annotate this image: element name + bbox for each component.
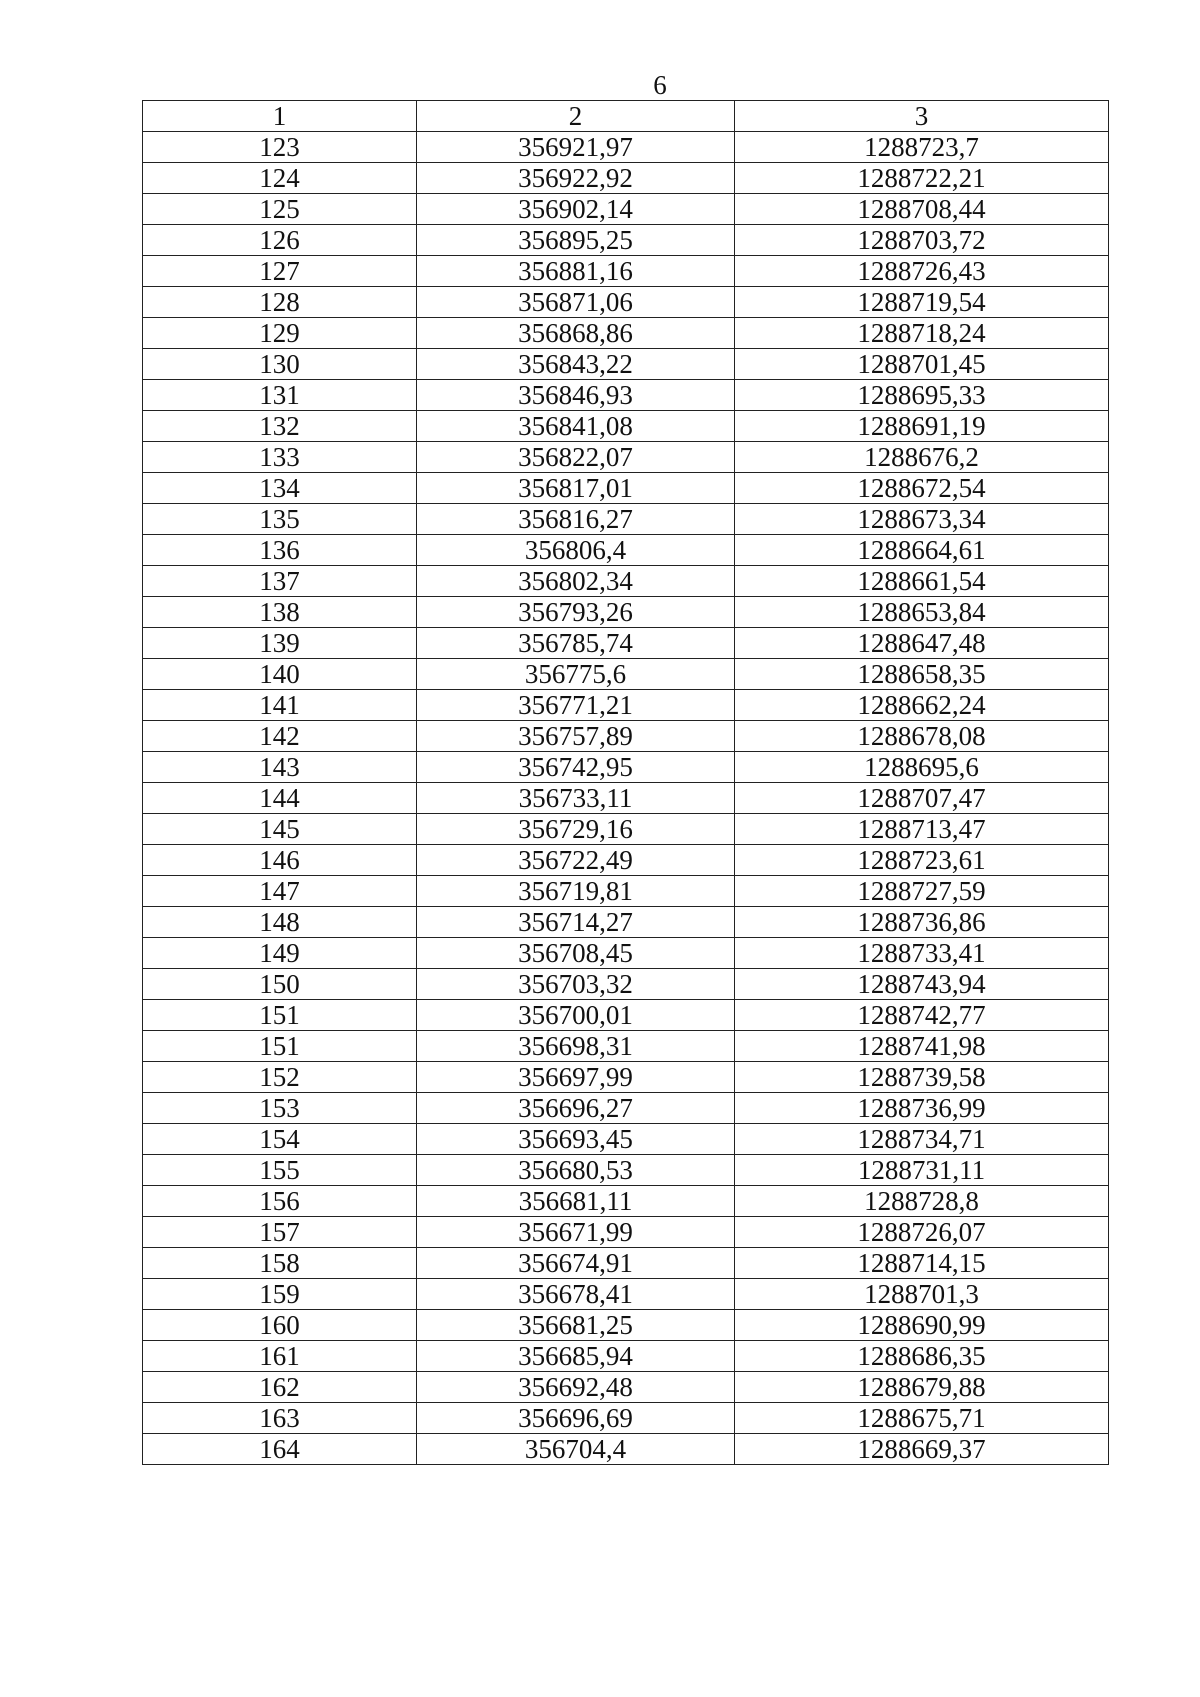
table-row <box>143 1217 1109 1248</box>
y-coordinate-cell: 1288679,88 <box>735 1372 1109 1403</box>
y-coordinate-cell: 1288662,24 <box>735 690 1109 721</box>
table-row <box>143 132 1109 163</box>
point-number-cell: 157 <box>143 1217 417 1248</box>
x-coordinate-cell: 356680,53 <box>417 1155 735 1186</box>
x-coordinate-cell: 356714,27 <box>417 907 735 938</box>
table-row <box>143 349 1109 380</box>
point-number-cell: 160 <box>143 1310 417 1341</box>
x-coordinate-cell: 356742,95 <box>417 752 735 783</box>
table-row <box>143 597 1109 628</box>
table-row <box>143 287 1109 318</box>
y-coordinate-cell: 1288664,61 <box>735 535 1109 566</box>
table-row <box>143 1124 1109 1155</box>
y-coordinate-cell: 1288731,11 <box>735 1155 1109 1186</box>
table-row <box>143 1341 1109 1372</box>
table-row <box>143 1248 1109 1279</box>
table-row <box>143 473 1109 504</box>
y-coordinate-cell: 1288723,7 <box>735 132 1109 163</box>
point-number-cell: 125 <box>143 194 417 225</box>
point-number-cell: 136 <box>143 535 417 566</box>
point-number-cell: 162 <box>143 1372 417 1403</box>
point-number-cell: 139 <box>143 628 417 659</box>
point-number-cell: 127 <box>143 256 417 287</box>
table-row <box>143 163 1109 194</box>
table-body <box>143 132 1109 1465</box>
y-coordinate-cell: 1288676,2 <box>735 442 1109 473</box>
x-coordinate-cell: 356697,99 <box>417 1062 735 1093</box>
x-coordinate-cell: 356902,14 <box>417 194 735 225</box>
point-number-cell: 131 <box>143 380 417 411</box>
x-coordinate-cell: 356729,16 <box>417 814 735 845</box>
point-number-cell: 164 <box>143 1434 417 1465</box>
table-row <box>143 566 1109 597</box>
x-coordinate-cell: 356771,21 <box>417 690 735 721</box>
point-number-cell: 146 <box>143 845 417 876</box>
point-number-cell: 143 <box>143 752 417 783</box>
x-coordinate-cell: 356704,4 <box>417 1434 735 1465</box>
table-row <box>143 969 1109 1000</box>
x-coordinate-cell: 356681,11 <box>417 1186 735 1217</box>
y-coordinate-cell: 1288647,48 <box>735 628 1109 659</box>
table-row <box>143 1279 1109 1310</box>
y-coordinate-cell: 1288686,35 <box>735 1341 1109 1372</box>
table-row <box>143 194 1109 225</box>
y-coordinate-cell: 1288741,98 <box>735 1031 1109 1062</box>
page-number: 6 <box>653 70 667 100</box>
table-header-row <box>143 101 1109 132</box>
table-row <box>143 1186 1109 1217</box>
table-header <box>143 101 1109 132</box>
table-row <box>143 907 1109 938</box>
y-coordinate-cell: 1288678,08 <box>735 721 1109 752</box>
point-number-cell: 147 <box>143 876 417 907</box>
x-coordinate-cell: 356696,27 <box>417 1093 735 1124</box>
y-coordinate-cell: 1288736,99 <box>735 1093 1109 1124</box>
point-number-cell: 159 <box>143 1279 417 1310</box>
x-coordinate-cell: 356698,31 <box>417 1031 735 1062</box>
x-coordinate-cell: 356696,69 <box>417 1403 735 1434</box>
point-number-cell: 129 <box>143 318 417 349</box>
x-coordinate-cell: 356757,89 <box>417 721 735 752</box>
point-number-cell: 145 <box>143 814 417 845</box>
x-coordinate-cell: 356785,74 <box>417 628 735 659</box>
point-number-cell: 135 <box>143 504 417 535</box>
table-row <box>143 1155 1109 1186</box>
table-row <box>143 256 1109 287</box>
header-cell-3: 3 <box>735 101 1109 132</box>
x-coordinate-cell: 356793,26 <box>417 597 735 628</box>
x-coordinate-cell: 356881,16 <box>417 256 735 287</box>
table-row <box>143 1062 1109 1093</box>
table-row <box>143 1031 1109 1062</box>
point-number-cell: 137 <box>143 566 417 597</box>
table-row <box>143 659 1109 690</box>
table-row <box>143 628 1109 659</box>
x-coordinate-cell: 356921,97 <box>417 132 735 163</box>
point-number-cell: 126 <box>143 225 417 256</box>
table-row <box>143 783 1109 814</box>
point-number-cell: 154 <box>143 1124 417 1155</box>
x-coordinate-cell: 356671,99 <box>417 1217 735 1248</box>
x-coordinate-cell: 356871,06 <box>417 287 735 318</box>
point-number-cell: 161 <box>143 1341 417 1372</box>
table-row <box>143 1000 1109 1031</box>
x-coordinate-cell: 356733,11 <box>417 783 735 814</box>
y-coordinate-cell: 1288739,58 <box>735 1062 1109 1093</box>
x-coordinate-cell: 356708,45 <box>417 938 735 969</box>
x-coordinate-cell: 356841,08 <box>417 411 735 442</box>
y-coordinate-cell: 1288701,3 <box>735 1279 1109 1310</box>
x-coordinate-cell: 356700,01 <box>417 1000 735 1031</box>
y-coordinate-cell: 1288728,8 <box>735 1186 1109 1217</box>
table-row <box>143 938 1109 969</box>
x-coordinate-cell: 356775,6 <box>417 659 735 690</box>
x-coordinate-cell: 356681,25 <box>417 1310 735 1341</box>
x-coordinate-cell: 356806,4 <box>417 535 735 566</box>
x-coordinate-cell: 356685,94 <box>417 1341 735 1372</box>
header-cell-1: 1 <box>143 101 417 132</box>
y-coordinate-cell: 1288722,21 <box>735 163 1109 194</box>
point-number-cell: 132 <box>143 411 417 442</box>
table-row <box>143 1434 1109 1465</box>
point-number-cell: 163 <box>143 1403 417 1434</box>
y-coordinate-cell: 1288695,33 <box>735 380 1109 411</box>
y-coordinate-cell: 1288675,71 <box>735 1403 1109 1434</box>
point-number-cell: 151 <box>143 1031 417 1062</box>
y-coordinate-cell: 1288661,54 <box>735 566 1109 597</box>
y-coordinate-cell: 1288726,43 <box>735 256 1109 287</box>
table-row <box>143 721 1109 752</box>
y-coordinate-cell: 1288727,59 <box>735 876 1109 907</box>
table-row <box>143 442 1109 473</box>
x-coordinate-cell: 356816,27 <box>417 504 735 535</box>
point-number-cell: 153 <box>143 1093 417 1124</box>
x-coordinate-cell: 356868,86 <box>417 318 735 349</box>
table-row <box>143 1310 1109 1341</box>
point-number-cell: 150 <box>143 969 417 1000</box>
y-coordinate-cell: 1288690,99 <box>735 1310 1109 1341</box>
y-coordinate-cell: 1288708,44 <box>735 194 1109 225</box>
table-row <box>143 1093 1109 1124</box>
table-row <box>143 380 1109 411</box>
table-row <box>143 1372 1109 1403</box>
point-number-cell: 140 <box>143 659 417 690</box>
y-coordinate-cell: 1288736,86 <box>735 907 1109 938</box>
table-row <box>143 318 1109 349</box>
y-coordinate-cell: 1288734,71 <box>735 1124 1109 1155</box>
x-coordinate-cell: 356719,81 <box>417 876 735 907</box>
x-coordinate-cell: 356802,34 <box>417 566 735 597</box>
x-coordinate-cell: 356703,32 <box>417 969 735 1000</box>
table-row <box>143 1403 1109 1434</box>
y-coordinate-cell: 1288726,07 <box>735 1217 1109 1248</box>
point-number-cell: 141 <box>143 690 417 721</box>
y-coordinate-cell: 1288713,47 <box>735 814 1109 845</box>
table-row <box>143 225 1109 256</box>
y-coordinate-cell: 1288703,72 <box>735 225 1109 256</box>
y-coordinate-cell: 1288723,61 <box>735 845 1109 876</box>
point-number-cell: 130 <box>143 349 417 380</box>
table-row <box>143 752 1109 783</box>
x-coordinate-cell: 356843,22 <box>417 349 735 380</box>
y-coordinate-cell: 1288701,45 <box>735 349 1109 380</box>
x-coordinate-cell: 356722,49 <box>417 845 735 876</box>
y-coordinate-cell: 1288673,34 <box>735 504 1109 535</box>
x-coordinate-cell: 356692,48 <box>417 1372 735 1403</box>
x-coordinate-cell: 356846,93 <box>417 380 735 411</box>
table-row <box>143 690 1109 721</box>
point-number-cell: 144 <box>143 783 417 814</box>
point-number-cell: 134 <box>143 473 417 504</box>
y-coordinate-cell: 1288707,47 <box>735 783 1109 814</box>
point-number-cell: 152 <box>143 1062 417 1093</box>
coordinates-table <box>142 100 1109 1465</box>
y-coordinate-cell: 1288653,84 <box>735 597 1109 628</box>
y-coordinate-cell: 1288691,19 <box>735 411 1109 442</box>
point-number-cell: 151 <box>143 1000 417 1031</box>
y-coordinate-cell: 1288718,24 <box>735 318 1109 349</box>
point-number-cell: 133 <box>143 442 417 473</box>
point-number-cell: 158 <box>143 1248 417 1279</box>
point-number-cell: 149 <box>143 938 417 969</box>
y-coordinate-cell: 1288733,41 <box>735 938 1109 969</box>
table-row <box>143 504 1109 535</box>
y-coordinate-cell: 1288658,35 <box>735 659 1109 690</box>
table-row <box>143 411 1109 442</box>
point-number-cell: 156 <box>143 1186 417 1217</box>
table-row <box>143 535 1109 566</box>
point-number-cell: 155 <box>143 1155 417 1186</box>
x-coordinate-cell: 356674,91 <box>417 1248 735 1279</box>
x-coordinate-cell: 356895,25 <box>417 225 735 256</box>
point-number-cell: 138 <box>143 597 417 628</box>
y-coordinate-cell: 1288719,54 <box>735 287 1109 318</box>
x-coordinate-cell: 356922,92 <box>417 163 735 194</box>
y-coordinate-cell: 1288669,37 <box>735 1434 1109 1465</box>
point-number-cell: 148 <box>143 907 417 938</box>
point-number-cell: 128 <box>143 287 417 318</box>
table-row <box>143 845 1109 876</box>
y-coordinate-cell: 1288672,54 <box>735 473 1109 504</box>
header-cell-2: 2 <box>417 101 735 132</box>
table-row <box>143 876 1109 907</box>
x-coordinate-cell: 356678,41 <box>417 1279 735 1310</box>
point-number-cell: 142 <box>143 721 417 752</box>
y-coordinate-cell: 1288742,77 <box>735 1000 1109 1031</box>
y-coordinate-cell: 1288743,94 <box>735 969 1109 1000</box>
x-coordinate-cell: 356817,01 <box>417 473 735 504</box>
point-number-cell: 124 <box>143 163 417 194</box>
x-coordinate-cell: 356693,45 <box>417 1124 735 1155</box>
table-row <box>143 814 1109 845</box>
x-coordinate-cell: 356822,07 <box>417 442 735 473</box>
y-coordinate-cell: 1288695,6 <box>735 752 1109 783</box>
y-coordinate-cell: 1288714,15 <box>735 1248 1109 1279</box>
point-number-cell: 123 <box>143 132 417 163</box>
